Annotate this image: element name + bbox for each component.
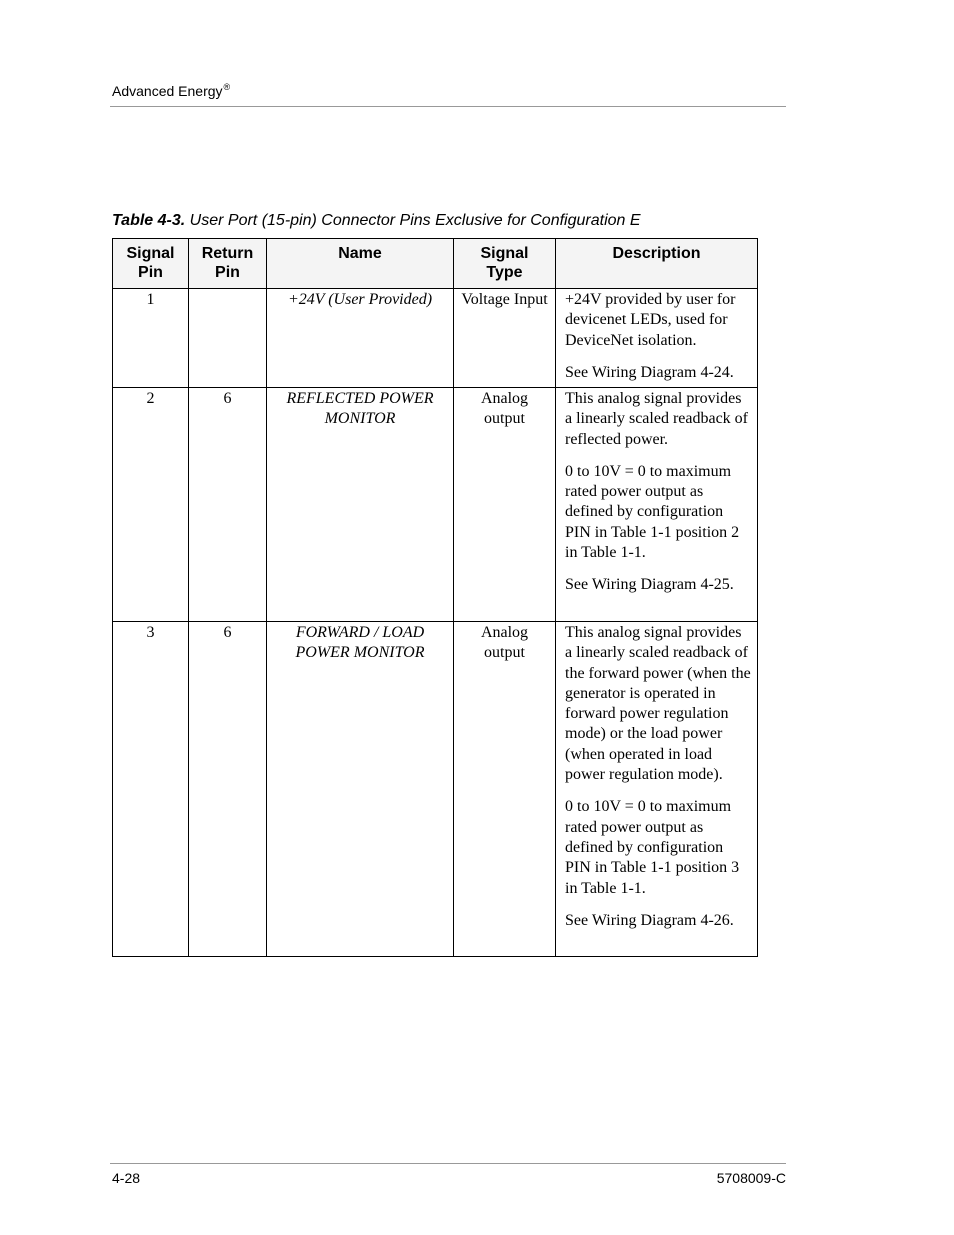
description-paragraph: See Wiring Diagram 4-24. bbox=[565, 363, 734, 381]
description-paragraph: See Wiring Diagram 4-26. bbox=[565, 911, 734, 929]
name-cell: REFLECTED POWER MONITOR bbox=[267, 388, 454, 622]
return-pin-cell: 6 bbox=[189, 622, 267, 957]
signal-type-cell: Voltage Input bbox=[454, 289, 556, 388]
header-rule bbox=[110, 106, 786, 107]
description-paragraph: This analog signal provides a linearly scaled readback of the forward power (when the generator is operated in forward power regulation mode) or the load power (when operated in load power regulation mode). bbox=[565, 624, 751, 784]
description-paragraph: 0 to 10V = 0 to maximum rated power output as defined by configuration PIN in Table 1-1 position 3 in Table 1-1. bbox=[565, 798, 740, 897]
table-header-row bbox=[113, 239, 758, 289]
signal-type-cell: Analog output bbox=[454, 388, 556, 622]
document-number: 5708009-C bbox=[716, 1170, 786, 1186]
description-cell bbox=[556, 289, 758, 388]
page-number: 4-28 bbox=[112, 1170, 141, 1186]
signal-pin-cell: 1 bbox=[113, 289, 189, 388]
connector-pins-table bbox=[112, 238, 758, 957]
footer-rule bbox=[110, 1163, 786, 1164]
signal-pin-cell: 3 bbox=[113, 622, 189, 957]
table-caption-label: Table 4-3. bbox=[112, 212, 186, 229]
description-paragraph: +24V provided by user for devicenet LEDs, used for DeviceNet isolation. bbox=[565, 291, 736, 349]
name-cell: FORWARD / LOAD POWER MONITOR bbox=[267, 622, 454, 957]
table-row bbox=[113, 388, 758, 622]
description-paragraph: See Wiring Diagram 4-25. bbox=[565, 576, 734, 594]
column-header-signal-type: Signal Type bbox=[454, 239, 556, 289]
signal-pin-cell: 2 bbox=[113, 388, 189, 622]
return-pin-cell: 6 bbox=[189, 388, 267, 622]
return-pin-cell bbox=[189, 289, 267, 388]
table-row bbox=[113, 289, 758, 388]
brand-name: Advanced Energy bbox=[112, 83, 223, 99]
column-header-name: Name bbox=[267, 239, 454, 289]
description-cell bbox=[556, 622, 758, 957]
name-cell: +24V (User Provided) bbox=[267, 289, 454, 388]
description-cell bbox=[556, 388, 758, 622]
registered-mark: ® bbox=[223, 82, 231, 92]
column-header-return-pin: Return Pin bbox=[189, 239, 267, 289]
description-paragraph: 0 to 10V = 0 to maximum rated power output as defined by configuration PIN in Table 1-1 position 2 in Table 1-1. bbox=[565, 462, 740, 562]
table-caption-text: User Port (15-pin) Connector Pins Exclusive for Configuration E bbox=[189, 212, 641, 229]
description-paragraph: This analog signal provides a linearly scaled readback of reflected power. bbox=[565, 390, 749, 448]
running-header bbox=[112, 82, 230, 99]
table-caption bbox=[112, 212, 641, 230]
signal-type-cell: Analog output bbox=[454, 622, 556, 957]
column-header-description: Description bbox=[556, 239, 758, 289]
column-header-signal-pin: Signal Pin bbox=[113, 239, 189, 289]
table-row bbox=[113, 622, 758, 957]
